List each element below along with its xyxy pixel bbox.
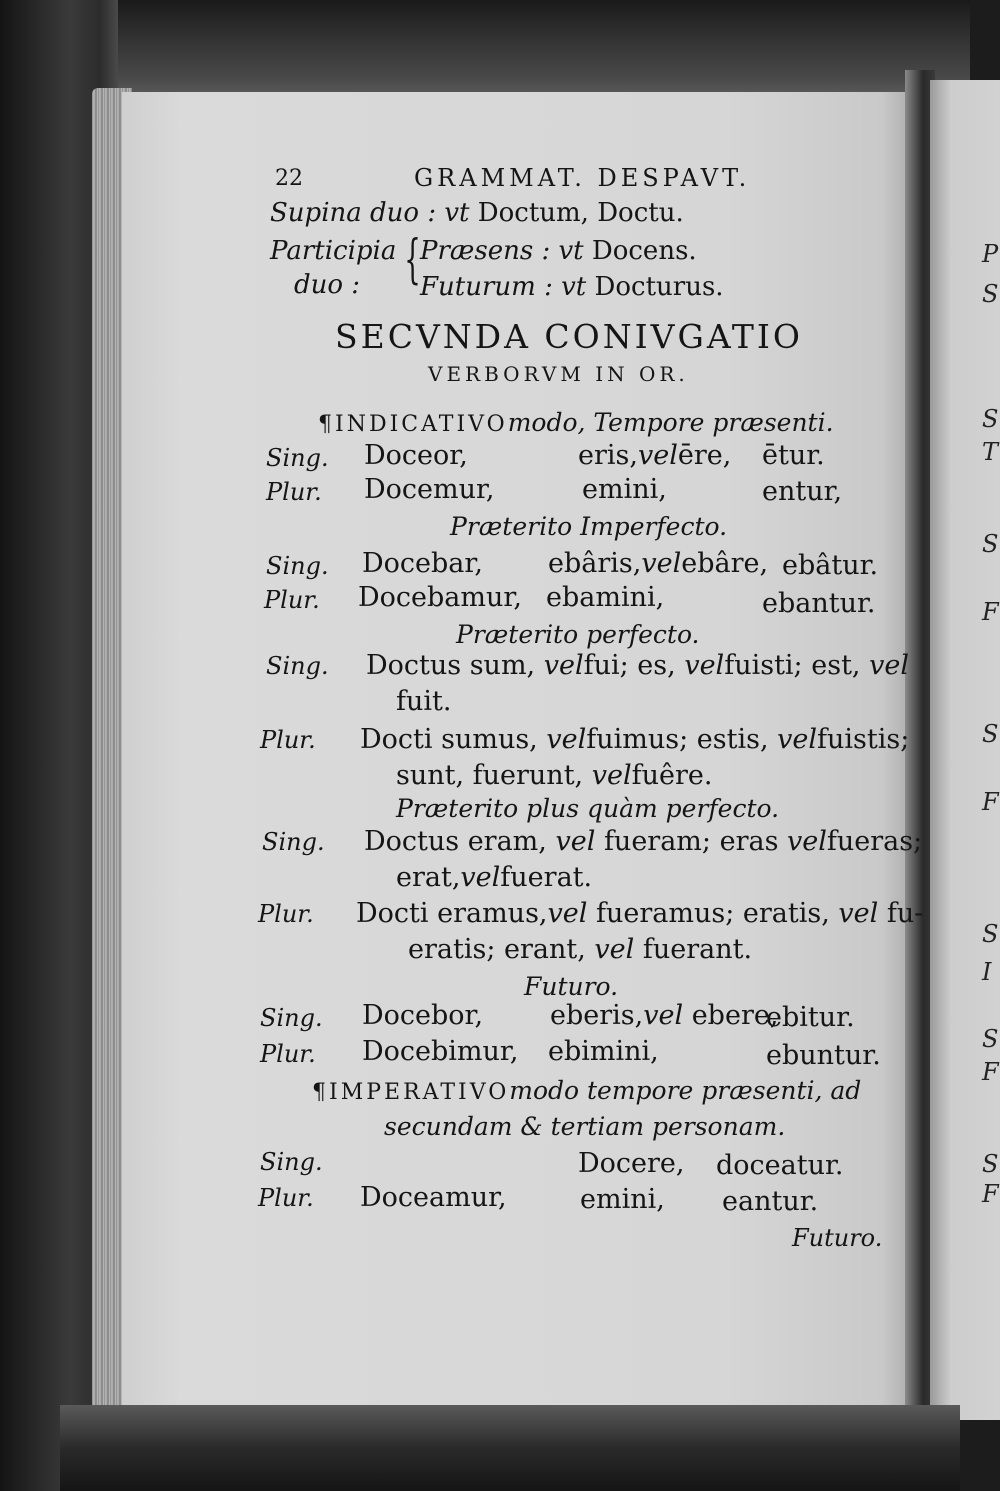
vel-word: vel: [869, 650, 909, 681]
indicativo-rest: modo, Tempore præsenti.: [507, 408, 834, 437]
vel-word: vel: [684, 650, 725, 681]
form-text: fuerat.: [500, 862, 593, 893]
facing-page-letter: S: [982, 405, 999, 433]
conjugation-line: [356, 900, 923, 927]
form-col3: eantur.: [722, 1186, 819, 1217]
vel-word: vel: [637, 440, 678, 471]
facing-page-letter: F: [982, 1058, 999, 1086]
vel-word: vel: [547, 898, 588, 929]
participia-futurum: [420, 274, 724, 300]
vel-word: vel: [555, 826, 596, 857]
form-col3: ētur.: [762, 440, 825, 471]
form-text: ebâris,: [548, 548, 642, 579]
brace: {: [404, 230, 421, 290]
form-col3: ebâtur.: [782, 550, 879, 581]
form-col1: Docebimur,: [362, 1036, 519, 1067]
supina-label: Supina duo :: [270, 198, 437, 228]
conjugation-line: [360, 726, 909, 753]
vel-word: vel: [543, 650, 584, 681]
participia-label-duo: duo :: [294, 270, 361, 300]
facing-page-letter: F: [982, 598, 999, 626]
form-text: eratis; erant,: [408, 934, 586, 965]
form-text: Docti sumus,: [360, 724, 538, 755]
running-head: GRAMMAT. DESPAVT.: [414, 164, 751, 192]
form-text: ēre,: [677, 440, 732, 471]
indicativo-caps: ¶INDICATIVO: [318, 412, 508, 437]
conjugation-line: [366, 652, 909, 679]
vel-word: vel: [643, 1000, 684, 1031]
row-label: Sing.: [266, 444, 329, 472]
row-label: Plur.: [266, 478, 322, 506]
facing-page-letter: I: [982, 958, 992, 986]
catchword: Futuro.: [792, 1224, 883, 1252]
form-col2: emini,: [580, 1184, 665, 1215]
vel-word: vel: [591, 760, 632, 791]
row-label: Sing.: [260, 1148, 323, 1176]
row-label: Sing.: [262, 828, 325, 856]
participia-label: Participia: [270, 236, 397, 266]
tense-title: Præterito perfecto.: [456, 620, 700, 649]
supina-line: [270, 200, 684, 226]
row-label: Sing.: [266, 652, 329, 680]
row-label: Plur.: [264, 586, 320, 614]
form-col2: [550, 1002, 778, 1029]
imperativo-caps: ¶IMPERATIVO: [312, 1080, 510, 1105]
page-number: 22: [275, 166, 303, 191]
vel-word: vel: [546, 724, 587, 755]
form-col1: Docebar,: [362, 548, 483, 579]
section-title: SECVNDA CONIVGATIO: [335, 317, 803, 356]
form-col3: doceatur.: [716, 1150, 844, 1181]
form-text: eris,: [578, 440, 638, 471]
imperativo-rest: modo tempore præsenti, ad: [509, 1076, 862, 1105]
facing-page-letter: S: [982, 1150, 999, 1178]
facing-page-letter: F: [982, 1180, 999, 1208]
form-col2: ebimini,: [548, 1036, 659, 1067]
section-subtitle: VERBORVM IN OR.: [428, 362, 689, 386]
vel-word: vel: [777, 724, 818, 755]
form-text: Doctus sum,: [366, 650, 536, 681]
vel-word: vel: [641, 548, 682, 579]
facing-page-edge: [930, 80, 1000, 1420]
form-text: fueras;: [826, 826, 923, 857]
vel-word: vel: [838, 898, 879, 929]
form-col3: ebuntur.: [766, 1040, 881, 1071]
facing-page-letter: T: [982, 438, 999, 466]
vel-word: vel: [460, 862, 501, 893]
form-text: fuistis;: [817, 724, 910, 755]
form-col1: Docebor,: [362, 1000, 484, 1031]
conjugation-line: [364, 828, 922, 855]
tense-title: Præterito plus quàm perfecto.: [396, 794, 780, 823]
row-label: Plur.: [258, 1184, 314, 1212]
form-text: Docti eramus,: [356, 898, 548, 929]
tense-title: Futuro.: [524, 972, 619, 1001]
form-col1: Doceamur,: [360, 1182, 507, 1213]
form-text: fueramus; eratis,: [595, 898, 830, 929]
form-text: ebere,: [691, 1000, 779, 1031]
form-col2: ebamini,: [546, 582, 665, 613]
praesens-label: Præsens :: [420, 236, 551, 266]
row-label: Plur.: [260, 1040, 316, 1068]
row-label: Plur.: [260, 726, 316, 754]
facing-page-letter: S: [982, 720, 999, 748]
form-text: fu-: [886, 898, 924, 929]
tense-title: Præterito Imperfecto.: [450, 512, 728, 541]
form-text: fuêre.: [631, 760, 713, 791]
row-label: Sing.: [260, 1004, 323, 1032]
form-text: Doctus eram,: [364, 826, 547, 857]
vel-word: vel: [594, 934, 635, 965]
imperativo-heading-line2: secundam & tertiam personam.: [384, 1112, 786, 1141]
facing-page-letter: S: [982, 920, 999, 948]
book-cover-top: [30, 0, 970, 95]
facing-page-letter: F: [982, 788, 999, 816]
form-col2: [548, 550, 768, 577]
futurum-label: Futurum :: [420, 272, 553, 302]
vt-word: vt: [444, 198, 470, 228]
form-col3: ebitur.: [766, 1002, 855, 1033]
participia-praesens: [420, 238, 697, 264]
form-text: sunt, fuerunt,: [396, 760, 584, 791]
form-col2: emini,: [582, 474, 667, 505]
form-text: eberis,: [550, 1000, 644, 1031]
vt-word: vt: [558, 236, 584, 266]
conjugation-line: [396, 762, 712, 789]
conjugation-line: fuit.: [396, 686, 452, 717]
vel-word: vel: [787, 826, 827, 857]
form-text: fuisti; est,: [724, 650, 861, 681]
facing-page-letter: S: [982, 530, 999, 558]
indicativo-heading: [318, 410, 834, 436]
form-col1: Doceor,: [364, 440, 468, 471]
form-col2: Docere,: [578, 1148, 685, 1179]
form-col1: Docemur,: [364, 474, 495, 505]
praesens-form: Docens.: [591, 236, 697, 266]
form-text: fuerant.: [642, 934, 753, 965]
form-text: fuimus; estis,: [586, 724, 769, 755]
vt-word: vt: [561, 272, 587, 302]
form-col2: [578, 442, 731, 469]
form-text: erat,: [396, 862, 461, 893]
facing-page-letter: P: [982, 240, 999, 268]
form-col3: entur,: [762, 476, 843, 507]
imperativo-heading: [312, 1078, 861, 1104]
form-text: fui; es,: [583, 650, 676, 681]
row-label: Plur.: [258, 900, 314, 928]
book-bottom-edge: [60, 1405, 960, 1491]
facing-page-letter: S: [982, 1025, 999, 1053]
facing-page-letter: S: [982, 280, 999, 308]
row-label: Sing.: [266, 552, 329, 580]
conjugation-line: [408, 936, 752, 963]
futurum-form: Docturus.: [594, 272, 724, 302]
form-text: fueram; eras: [603, 826, 779, 857]
supina-forms: Doctum, Doctu.: [477, 198, 684, 228]
form-col3: ebantur.: [762, 588, 876, 619]
form-text: ebâre,: [681, 548, 769, 579]
conjugation-line: [396, 864, 592, 891]
form-col1: Docebamur,: [358, 582, 522, 613]
